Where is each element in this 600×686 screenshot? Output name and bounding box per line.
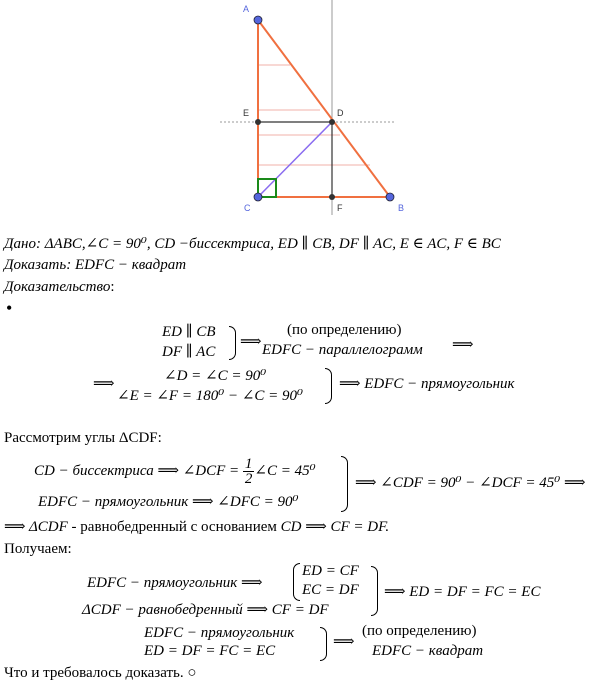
step1-arrow2: ⟹ (452, 337, 474, 353)
step5-line1: EDFC − прямоугольник ⟹ (87, 575, 263, 591)
step5-sub1: ED = CF (302, 563, 359, 579)
label-e: E (243, 108, 250, 118)
label-f: F (337, 203, 343, 213)
step3-line1b: ∠C = 45⁰ (254, 462, 316, 479)
step6-note: (по определению) (362, 623, 477, 639)
step6-line1: EDFC − прямоугольник (144, 625, 295, 641)
proof-label: Доказательство (4, 279, 111, 295)
point-e (255, 119, 261, 125)
consider-text: Рассмотрим углы ΔCDF: (4, 430, 162, 446)
step2-line1: ∠D = ∠C = 90⁰ (164, 368, 267, 384)
point-b (386, 193, 394, 201)
obtain-text: Получаем: (4, 541, 72, 557)
step3-line1 (34, 457, 316, 486)
step5-brace (371, 566, 378, 616)
step2-arrow: ⟹ (93, 376, 115, 392)
step2-line2: ∠E = ∠F = 180⁰ − ∠C = 90⁰ (117, 388, 304, 404)
step3-line2: EDFC − прямоугольник ⟹ ∠DFC = 90⁰ (38, 494, 299, 510)
point-f (329, 194, 335, 200)
step1-line1: ED ∥ CB (162, 324, 216, 340)
step4-line (4, 517, 389, 536)
step5-sub2: EC = DF (302, 582, 359, 598)
step5-line2: ΔCDF − равнобедренный ⟹ CF = DF (82, 602, 329, 618)
prove-label: Доказать (4, 257, 67, 273)
step1-line2: DF ∥ AC (162, 344, 216, 360)
step4-prefix: ⟹ ΔCDF (4, 519, 68, 535)
step4-mid: - равнобедренный с основанием (67, 519, 281, 535)
step2-result: ⟹ EDFC − прямоугольник (339, 376, 515, 392)
step3-line1a: CD − биссектриса ⟹ ∠DCF = (34, 462, 243, 479)
label-b: B (398, 203, 405, 213)
step1-note: (по определению) (287, 322, 402, 338)
point-c (254, 193, 262, 201)
given-line (4, 234, 501, 253)
point-a (254, 16, 262, 24)
label-a: A (243, 4, 250, 14)
prove-line (4, 257, 186, 274)
step5-left-brace (293, 563, 300, 601)
triangle-abc (258, 20, 390, 197)
point-d (329, 119, 335, 125)
step6-result: EDFC − квадрат (372, 643, 484, 659)
step1-result: EDFC − параллелограмм (262, 342, 423, 358)
label-c: C (244, 203, 251, 213)
bullet: • (6, 298, 13, 318)
step5-result: ⟹ ED = DF = FC = EC (384, 584, 541, 600)
geometry-diagram (0, 0, 600, 215)
proof-colon: : (110, 279, 115, 295)
step1-brace (229, 326, 236, 360)
prove-text: : EDFC − квадрат (66, 257, 187, 273)
step6-line2: ED = DF = FC = EC (144, 643, 276, 659)
proof-heading (4, 279, 115, 296)
step3-result: ⟹ ∠CDF = 90⁰ − ∠DCF = 45⁰ ⟹ (355, 475, 586, 491)
given-text: : ΔABC,∠C = 90⁰, CD −биссектриса, ED ∥ CB, DF ∥ AC, E ∈ AC, F ∈ BC (36, 236, 501, 252)
bisector-cd (258, 122, 332, 197)
qed-text: Что и требовалось доказать. ○ (4, 665, 197, 681)
step2-brace (325, 368, 332, 404)
step1-arrow: ⟹ (240, 334, 262, 350)
given-label: Дано (4, 236, 36, 252)
label-d: D (337, 108, 344, 118)
fraction-half: $\frac{1}{2}$ (244, 456, 253, 487)
step4-suffix: CD ⟹ CF = DF. (280, 519, 390, 535)
step6-brace (320, 627, 327, 661)
step3-brace (341, 456, 348, 512)
step6-arrow: ⟹ (333, 634, 355, 650)
